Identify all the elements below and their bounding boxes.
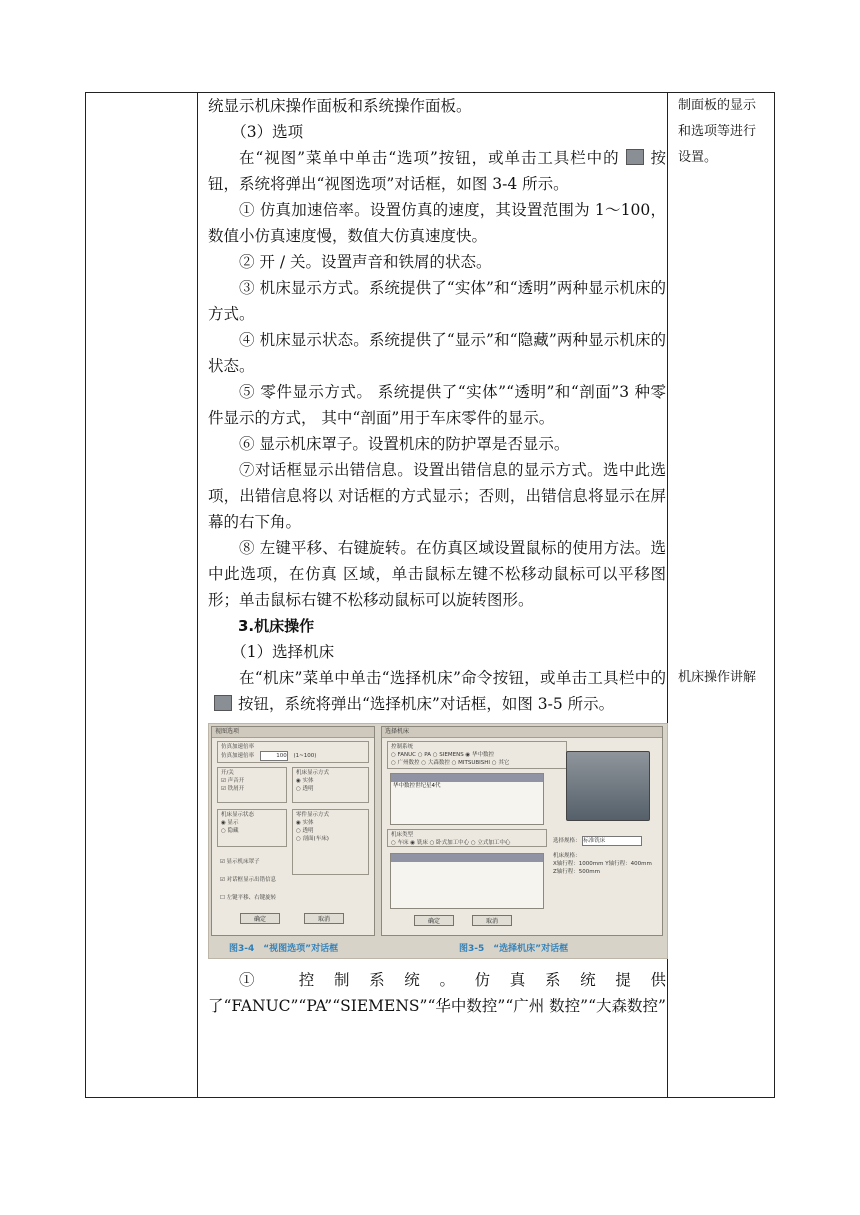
paragraph: 统显示机床操作面板和系统操作面板。 — [208, 97, 472, 115]
side-note: 制面板的显示和选项等进行设置。 — [678, 98, 757, 165]
dialog-title: 选择机床 — [382, 727, 662, 738]
paragraph: ① 仿真加速倍率。设置仿真的速度，其设置范围为 1～100，数值小仿真速度慢，数值大仿真速度快。 — [208, 201, 666, 245]
control-system-group — [387, 741, 567, 769]
part-display-group — [292, 809, 369, 875]
view-options-toolbar-icon — [626, 149, 644, 165]
lesson-table — [85, 92, 775, 1098]
column-divider-1 — [197, 93, 198, 1097]
paragraph — [208, 665, 666, 717]
paragraph-text: 在“机床”菜单中单击“选择机床”命令按钮，或单击工具栏中的 — [239, 669, 666, 687]
paragraph: ④ 机床显示状态。系统提供了“显示”和“隐藏”两种显示机床的状态。 — [208, 331, 666, 375]
part-transparent-radio[interactable]: ○ 透明 — [296, 828, 314, 834]
mouse-checkbox[interactable]: ☐ 左键平移、右键旋转 — [220, 895, 277, 901]
section-heading: 3.机床操作 — [238, 617, 315, 635]
spec-list[interactable] — [390, 853, 544, 909]
spec-label: 选择规格： — [553, 838, 581, 844]
paragraph — [208, 145, 666, 197]
part-solid-radio[interactable]: ◉ 实体 — [296, 820, 314, 826]
cover-checkbox[interactable]: ☑ 显示机床罩子 — [220, 859, 260, 865]
group-label: 机床类型 — [391, 832, 414, 838]
control-version-list[interactable] — [390, 773, 544, 825]
part-section-radio[interactable]: ○ 剖面(车床) — [296, 836, 329, 842]
hide-radio[interactable]: ○ 隐藏 — [221, 828, 239, 834]
side-notes-cell — [672, 93, 774, 685]
paragraph: ② 开 / 关。设置声音和铁屑的状态。 — [239, 253, 492, 271]
figure-caption-3-5: 图3-5 “选择机床”对话框 — [459, 944, 569, 954]
ok-button[interactable]: 确定 — [414, 915, 454, 926]
paragraph-text: 按钮，系统将弹出“选择机床”对话框，如图 3-5 所示。 — [238, 695, 615, 713]
list-header — [391, 774, 543, 782]
list-header — [391, 854, 543, 862]
spec-dropdown[interactable]: 标准铣床 — [582, 836, 642, 846]
sound-checkbox[interactable]: ☑ 声音开 — [221, 778, 245, 784]
group-label: 零件显示方式 — [296, 812, 330, 818]
select-machine-toolbar-icon — [214, 695, 232, 711]
machine-type-options[interactable]: ○ 车床 ◉ 铣床 ○ 卧式加工中心 ○ 立式加工中心 — [391, 840, 511, 846]
onoff-group — [217, 767, 287, 803]
spec-select — [550, 835, 660, 847]
list-item[interactable]: 华中数控世纪星4代 — [393, 783, 441, 789]
paragraph: ⑥ 显示机床罩子。设置机床的防护罩是否显示。 — [239, 435, 570, 453]
paragraph: ⑤ 零件显示方式。 系统提供了“实体”“透明”和“剖面”3 种零件显示的方式， 其中“剖面”用于车床零件的显示。 — [208, 383, 666, 427]
chips-checkbox[interactable]: ☑ 铁屑开 — [221, 786, 245, 792]
dialog-figures — [208, 723, 668, 959]
paragraph: ① 控制系统。仿真系统提供了“FANUC”“PA”“SIEMENS”“华中数控”“广州 数控”“大森数控” — [208, 971, 666, 1015]
control-options-row-2[interactable]: ○ 广州数控 ○ 大森数控 ○ MITSUBISHI ○ 其它 — [391, 760, 510, 766]
machine-preview-image — [566, 751, 650, 821]
side-note: 机床操作讲解 — [678, 670, 757, 685]
paragraph-text: 按钮，系统将弹出“视图选项”对话框，如图 3-4 所示。 — [208, 149, 666, 193]
speed-input[interactable]: 100 — [260, 751, 288, 761]
speed-group — [217, 741, 369, 763]
group-label: 开/关 — [221, 770, 234, 776]
show-radio[interactable]: ◉ 显示 — [221, 820, 239, 826]
params-values: X轴行程：1000mm Y轴行程：400mm Z轴行程：500mm — [553, 861, 652, 875]
params-label: 机床规格： — [553, 853, 581, 859]
figure-caption-3-4: 图3-4 “视图选项”对话框 — [229, 944, 339, 954]
paragraph: ⑧ 左键平移、右键旋转。在仿真区域设置鼠标的使用方法。选中此选项，在仿真 区域，单击鼠标左键不松移动鼠标可以平移图形；单击鼠标右键不松移动鼠标可以旋转图形。 — [208, 539, 666, 609]
transparent-radio[interactable]: ○ 透明 — [296, 786, 314, 792]
group-label: 仿真加速倍率 — [221, 744, 255, 750]
machine-state-group — [217, 809, 287, 847]
machine-type-group — [387, 829, 547, 847]
machine-params — [550, 851, 658, 907]
group-label: 机床显示方式 — [296, 770, 330, 776]
speed-range: (1~100) — [293, 753, 317, 759]
select-machine-dialog — [381, 726, 663, 936]
machine-display-group — [292, 767, 369, 803]
group-label: 控制系统 — [391, 744, 414, 750]
subheading-options: （3）选项 — [231, 123, 304, 141]
main-content-cell — [204, 93, 670, 1019]
speed-label: 仿真加速倍率 — [221, 753, 255, 759]
subheading-select-machine: （1）选择机床 — [231, 643, 335, 661]
view-options-dialog — [211, 726, 375, 936]
paragraph: ⑦对话框显示出错信息。设置出错信息的显示方式。选中此选项，出错信息将以 对话框的方式显示；否则，出错信息将显示在屏幕的右下角。 — [208, 461, 666, 531]
cancel-button[interactable]: 取消 — [304, 913, 344, 924]
group-label: 机床显示状态 — [221, 812, 255, 818]
paragraph-text: 在“视图”菜单中单击“选项”按钮，或单击工具栏中的 — [239, 149, 620, 167]
solid-radio[interactable]: ◉ 实体 — [296, 778, 314, 784]
control-options-row-1[interactable]: ○ FANUC ○ PA ○ SIEMENS ◉ 华中数控 — [391, 752, 494, 758]
dialog-title: 视图选项 — [212, 727, 374, 738]
ok-button[interactable]: 确定 — [240, 913, 280, 924]
cancel-button[interactable]: 取消 — [472, 915, 512, 926]
paragraph: ③ 机床显示方式。系统提供了“实体”和“透明”两种显示机床的方式。 — [208, 279, 666, 323]
error-dialog-checkbox[interactable]: ☑ 对话框显示出错信息 — [220, 877, 277, 883]
